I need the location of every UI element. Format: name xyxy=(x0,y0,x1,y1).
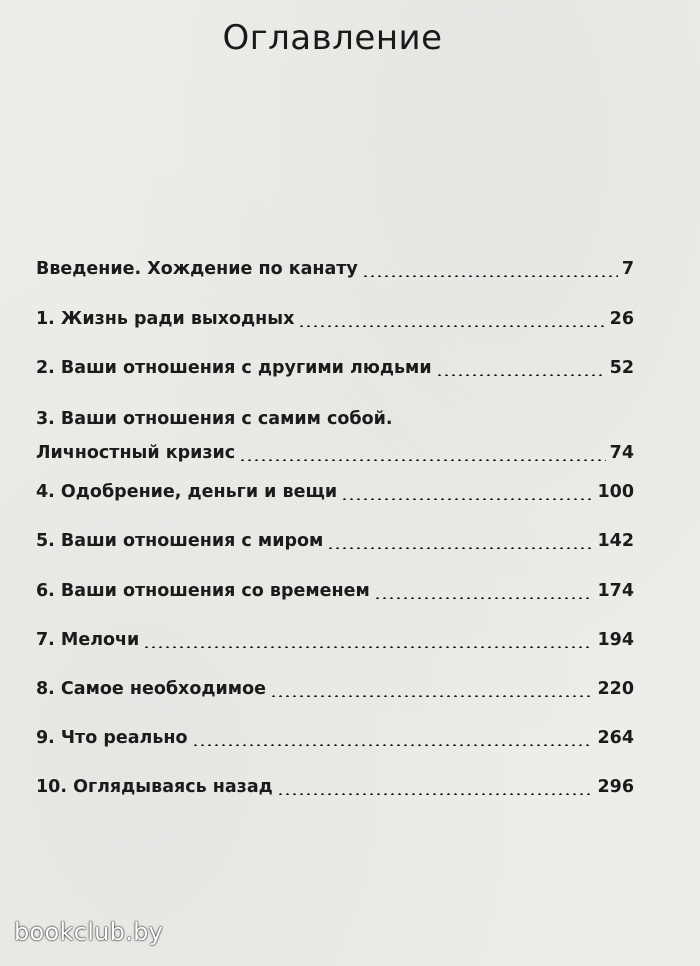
toc-entry-page: 7 xyxy=(621,259,634,279)
toc-entry-page: 100 xyxy=(597,482,634,502)
toc-entry-label: 7. Мелочи xyxy=(36,630,140,650)
toc-entry-label: 8. Самое необходимое xyxy=(36,679,266,699)
toc-entry-label: 2. Ваши отношения с другими людьми xyxy=(36,358,432,378)
dot-leader xyxy=(436,374,606,376)
toc-entry-label: 4. Одобрение, деньги и вещи xyxy=(36,482,338,502)
toc-entry-page: 220 xyxy=(597,679,634,699)
toc-entry xyxy=(36,770,634,804)
toc-entry-page: 142 xyxy=(597,531,634,551)
dot-leader xyxy=(239,459,605,461)
dot-leader xyxy=(362,275,618,277)
toc-entry-label: 10. Оглядываясь назад xyxy=(36,777,273,797)
dot-leader xyxy=(374,597,594,599)
toc-entry xyxy=(36,475,634,509)
watermark-logo: bookclub.by xyxy=(14,918,164,946)
dot-leader xyxy=(143,646,593,648)
toc-entry-page: 296 xyxy=(597,777,634,797)
toc-entry xyxy=(36,623,634,657)
toc-entry-page: 52 xyxy=(609,358,634,378)
dot-leader xyxy=(277,793,594,795)
dot-leader xyxy=(341,498,593,500)
dot-leader xyxy=(192,744,594,746)
toc-entry xyxy=(36,574,634,608)
toc-entry-page: 194 xyxy=(597,630,634,650)
toc-entry-page: 26 xyxy=(609,309,634,329)
toc-entry-page: 174 xyxy=(597,581,634,601)
toc-entry xyxy=(36,672,634,706)
dot-leader xyxy=(270,695,594,697)
toc-entry-page: 264 xyxy=(597,728,634,748)
toc-entry xyxy=(36,402,634,470)
toc-entry-label: Личностный кризис xyxy=(36,443,236,463)
toc-entry xyxy=(36,302,634,336)
toc-entry-label-line1: 3. Ваши отношения с самим собой. xyxy=(36,409,393,429)
toc-entry-label: 1. Жизнь ради выходных xyxy=(36,309,295,329)
toc-entry-label: 9. Что реально xyxy=(36,728,188,748)
toc-entry-page: 74 xyxy=(609,443,634,463)
toc-entry xyxy=(36,721,634,755)
toc-entry-label: 5. Ваши отношения с миром xyxy=(36,531,324,551)
toc-entry xyxy=(36,351,634,385)
toc-entry-label: 6. Ваши отношения со временем xyxy=(36,581,370,601)
toc-entry xyxy=(36,252,634,286)
dot-leader xyxy=(298,325,605,327)
toc-entry-label: Введение. Хождение по канату xyxy=(36,259,358,279)
dot-leader xyxy=(327,547,593,549)
toc-entry xyxy=(36,524,634,558)
page-title: Оглавление xyxy=(222,18,443,58)
